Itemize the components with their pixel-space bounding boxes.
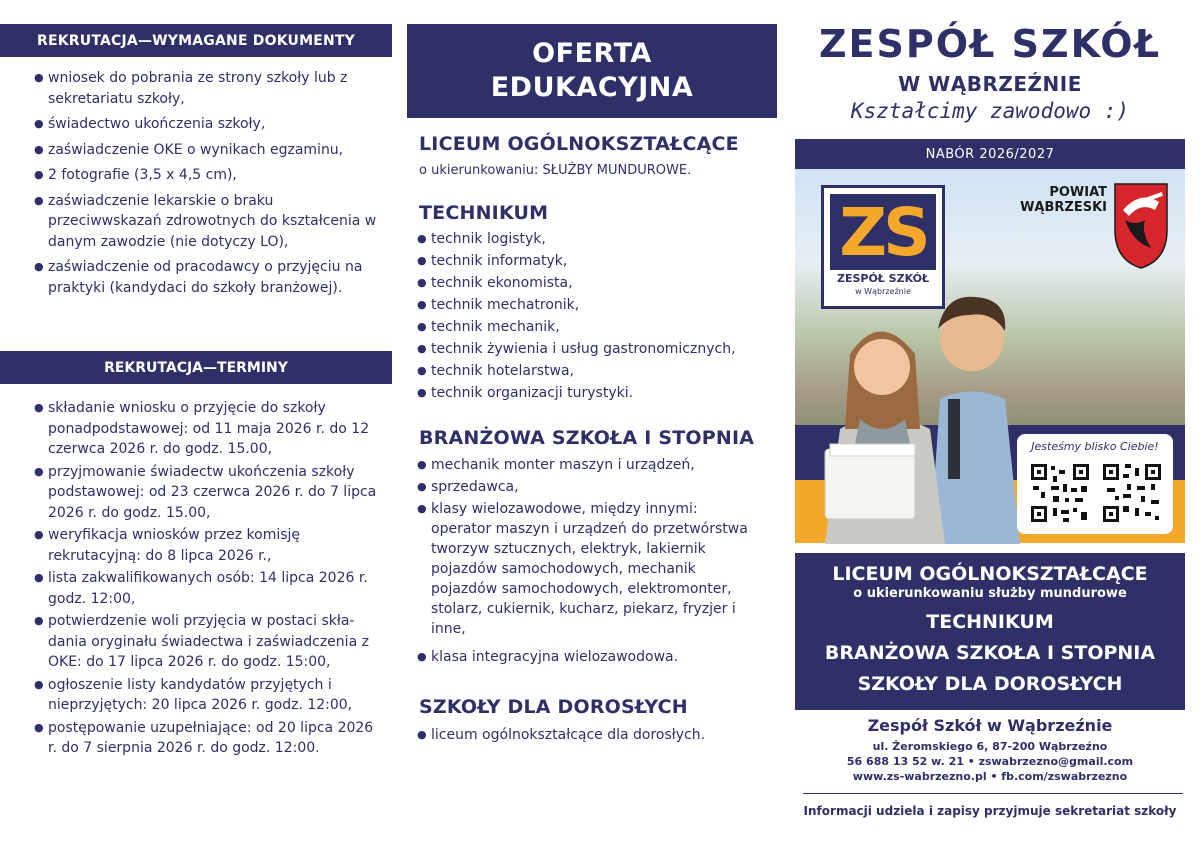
qr-code-icon[interactable]	[1029, 462, 1091, 524]
branzowa-heading: BRANŻOWA SZKOŁA I STOPNIA	[419, 427, 755, 449]
list-item: ● weryfikacja wniosków przez komisję rekrutacyjną: do 8 lipca 2026 r.,	[34, 527, 301, 564]
program-dorosli: SZKOŁY DLA DOROSŁYCH	[857, 673, 1123, 695]
documents-list	[32, 68, 377, 303]
technikum-heading: TECHNIKUM	[419, 202, 549, 224]
slogan: Kształcimy zawodowo :)	[850, 99, 1130, 123]
recruitment-year: NABÓR 2026/2027	[795, 139, 1185, 169]
bullet-icon: ●	[417, 458, 427, 471]
bullet-icon: ●	[34, 117, 44, 130]
list-item: ● technik informatyk,	[407, 250, 757, 272]
dates-heading: REKRUTACJA—TERMINY	[0, 351, 392, 384]
powiat-label: POWIAT WĄBRZESKI	[1020, 185, 1107, 215]
bullet-icon: ●	[34, 71, 44, 84]
bullet-icon: ●	[34, 260, 44, 273]
dates-list	[32, 398, 382, 761]
offer-column	[407, 24, 777, 743]
list-item: ● wniosek do pobrania ze strony szkoły lub z sekretariatu szkoły,	[34, 70, 348, 107]
coat-of-arms-icon	[1111, 180, 1171, 270]
bullet-icon: ●	[417, 342, 427, 355]
list-item: ● technik ekonomista,	[407, 272, 757, 294]
bullet-icon: ●	[417, 364, 427, 377]
contact-web[interactable]: www.zs-wabrzezno.pl • fb.com/zswabrzezno	[852, 770, 1128, 783]
bullet-icon: ●	[34, 168, 44, 181]
bullet-icon: ●	[34, 720, 44, 734]
list-item: ● świadectwo ukończenia szkoły,	[32, 114, 377, 135]
lo-subtitle: o ukierunkowaniu: SŁUŻBY MUNDUROWE.	[419, 163, 692, 178]
list-item: ● technik żywienia i usług gastronomicznych,	[407, 338, 757, 360]
list-item: ● mechanik monter maszyn i urządzeń,	[417, 457, 695, 473]
list-item: ● technik organizacji turystyki.	[407, 382, 757, 404]
logo-city: w Wąbrzeźnie	[855, 287, 911, 296]
list-item: ● technik hotelarstwa,	[407, 360, 757, 382]
logo-name: ZESPÓŁ SZKÓŁ	[836, 272, 930, 285]
program-branzowa: BRANŻOWA SZKOŁA I STOPNIA	[824, 642, 1156, 664]
bullet-icon: ●	[34, 528, 44, 541]
bullet-icon: ●	[417, 320, 427, 333]
bullet-icon: ●	[417, 386, 427, 399]
list-item: ● klasy wielozawodowe, między innymi: operator maszyn i urządzeń do przetwórstwa tworzyw sztucznych, elektryk, lakiernik pojazdów samochodowych, mechanik pojazdów samochodowych, elektromonter, stolarz, cukiernik, kucharz, piekarz, fryzjer i inne,	[417, 501, 748, 637]
list-item: ● zaświadczenie od pracodawcy o przyjęciu na praktyki (kandydaci do szkoły branżowej).	[34, 259, 363, 296]
list-item: ● technik mechatronik,	[407, 294, 757, 316]
list-item: ● technik logistyk,	[407, 228, 757, 250]
lo-heading: LICEUM OGÓLNOKSZTAŁCĄCE	[419, 133, 739, 155]
bullet-icon: ●	[417, 728, 427, 741]
recruitment-column	[0, 0, 392, 848]
bullet-icon: ●	[417, 298, 427, 311]
divider	[803, 793, 1183, 794]
list-item: ● liceum ogólnokształcące dla dorosłych.	[407, 724, 757, 746]
contact-name: Zespół Szkół w Wąbrzeźnie	[867, 716, 1113, 735]
bullet-icon: ●	[417, 480, 427, 493]
bullet-icon: ●	[34, 193, 44, 207]
list-item: ● potwierdzenie woli przyjęcia w postaci skła-dania oryginału świadectwa i zaświadczenia z OKE: do 17 lipca 2026 r. do godz. 15:00,	[34, 613, 369, 670]
technikum-list	[407, 228, 757, 404]
school-city: W WĄBRZEŹNIE	[898, 72, 1082, 96]
dorosli-heading: SZKOŁY DLA DOROSŁYCH	[419, 696, 688, 718]
list-item: ● ogłoszenie listy kandydatów przyjętych i nieprzyjętych: 20 lipca 2026 r. godz. 12:00,	[34, 676, 353, 713]
list-item: ● klasa integracyjna wielozawodowa.	[417, 649, 679, 665]
dorosli-list	[407, 724, 757, 746]
contact-phone-email[interactable]: 56 688 13 52 w. 21 • zswabrzezno@gmail.com	[846, 755, 1134, 768]
list-item: ● zaświadczenie lekarskie o braku przeciwwskazań zdrowotnych do kształcenia w danym zawodzie (nie dotyczy LO),	[34, 192, 377, 250]
program-lo-sub: o ukierunkowaniu służby mundurowe	[853, 586, 1127, 601]
students-photo	[820, 269, 1035, 544]
bullet-icon: ●	[34, 571, 44, 584]
program-lo: LICEUM OGÓLNOKSZTAŁCĄCE	[832, 563, 1148, 585]
info-note: Informacji udziela i zapisy przyjmuje sekretariat szkoły	[803, 804, 1177, 818]
bullet-icon: ●	[34, 614, 44, 627]
list-item: ● przyjmowanie świadectw ukończenia szkoły podstawowej: od 23 czerwca 2026 r. do 7 lipca 2026 r. do godz. 15.00,	[34, 463, 377, 521]
list-item: ● składanie wniosku o przyjęcie do szkoły ponadpodstawowej: od 11 maja 2026 r. do 12 czerwca 2026 r. do godz. 15.00,	[34, 400, 370, 457]
logo-letters: ZS	[830, 194, 936, 270]
bullet-icon: ●	[417, 232, 427, 245]
list-item: ● sprzedawca,	[417, 479, 519, 495]
bullet-icon: ●	[34, 464, 44, 478]
contact-address: ul. Żeromskiego 6, 87-200 Wąbrzeźno	[872, 740, 1108, 753]
bullet-icon: ●	[417, 650, 427, 663]
list-item: ● postępowanie uzupełniające: od 20 lipca 2026 r. do 7 sierpnia 2026 r. do godz. 12:00.	[34, 719, 374, 756]
program-technikum: TECHNIKUM	[926, 611, 1054, 633]
programs-banner	[795, 553, 1185, 710]
bullet-icon: ●	[34, 401, 44, 414]
list-item: ● zaświadczenie OKE o wynikach egzaminu,	[32, 140, 377, 161]
school-title: ZESPÓŁ SZKÓŁ	[818, 22, 1162, 66]
list-item: ● technik mechanik,	[407, 316, 757, 338]
qr-caption: Jesteśmy blisko Ciebie!	[1031, 440, 1159, 453]
qr-panel	[1017, 434, 1173, 534]
bullet-icon: ●	[417, 502, 427, 515]
offer-title: OFERTA EDUKACYJNA	[407, 24, 777, 118]
list-item: ● lista zakwalifikowanych osób: 14 lipca 2026 r. godz. 12:00,	[34, 570, 368, 607]
bullet-icon: ●	[417, 254, 427, 267]
bullet-icon: ●	[34, 142, 44, 156]
bullet-icon: ●	[34, 677, 44, 691]
bullet-icon: ●	[417, 276, 427, 289]
list-item: ● 2 fotografie (3,5 x 4,5 cm),	[32, 165, 377, 186]
qr-code-icon[interactable]	[1101, 462, 1163, 524]
branzowa-list	[407, 455, 757, 667]
documents-heading: REKRUTACJA—WYMAGANE DOKUMENTY	[0, 24, 392, 57]
